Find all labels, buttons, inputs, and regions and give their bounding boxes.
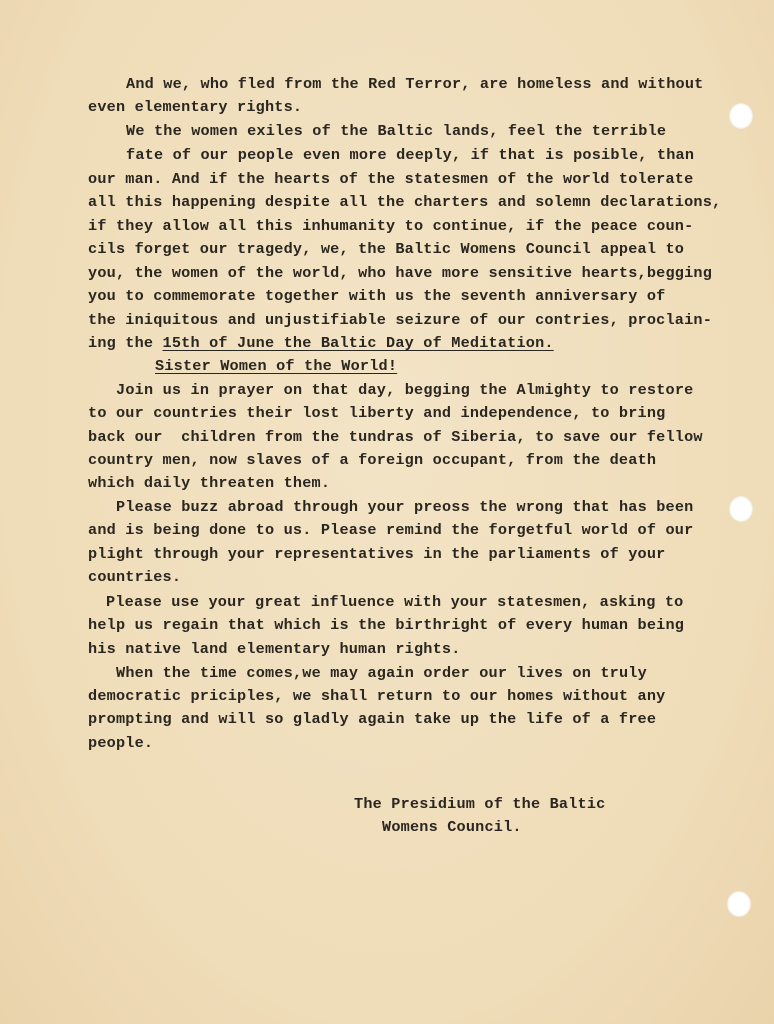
letter-line: When the time comes,we may again order our lives on truly [116,664,647,682]
letter-line: which daily threaten them. [88,474,331,492]
signature-line: Womens Council. [382,818,522,836]
letter-line: people. [88,734,154,752]
letter-line: all this happening despite all the charters and solemn declarations, [88,193,722,211]
letter-line: plight through your representatives in the parliaments of your [88,545,666,563]
letter-line: country men, now slaves of a foreign occupant, from the death [88,451,657,469]
line-prefix: ing the [88,334,163,352]
letter-line: We the women exiles of the Baltic lands, feel the terrible [126,122,667,140]
letter-line: and is being done to us. Please remind the forgetful world of our [88,521,694,539]
signature-line: The Presidium of the Baltic [354,795,606,813]
letter-line: you to commemorate together with us the seventh anniversary of [88,287,666,305]
letter-line: And we, who fled from the Red Terror, are homeless and without [126,75,704,93]
salutation: Sister Women of the World! [155,357,398,375]
letter-line: fate of our people even more deeply, if that is posible, than [126,146,695,164]
letter-line: his native land elementary human rights. [88,640,461,658]
letter-line: Please buzz abroad through your preoss the wrong that has been [116,498,694,516]
punch-hole [727,891,751,917]
punch-hole [729,496,753,522]
letter-line: Please use your great influence with your statesmen, asking to [106,593,684,611]
letter-line: back our children from the tundras of Siberia, to save our fellow [88,428,703,446]
letter-line: even elementary rights. [88,98,303,116]
letter-line: Join us in prayer on that day, begging the Almighty to restore [116,381,694,399]
letter-line [88,335,554,351]
letter-line: help us regain that which is the birthright of every human being [88,616,685,634]
underlined-date: 15th of June the Baltic Day of Meditation. [162,334,554,352]
letter-line: the iniquitous and unjustifiable seizure of our contries, proclain- [88,311,713,329]
punch-hole [729,103,753,129]
letter-line: our man. And if the hearts of the statesmen of the world tolerate [88,170,694,188]
letter-line: democratic priciples, we shall return to our homes without any [88,687,666,705]
letter-line: countries. [88,568,182,586]
letter-line: prompting and will so gladly again take up the life of a free [88,710,657,728]
letter-line: cils forget our tragedy, we, the Baltic Womens Council appeal to [88,240,685,258]
letter-line: you, the women of the world, who have more sensitive hearts,begging [88,264,713,282]
letter-line: if they allow all this inhumanity to continue, if the peace coun- [88,217,694,235]
letter-line: to our countries their lost liberty and independence, to bring [88,404,666,422]
